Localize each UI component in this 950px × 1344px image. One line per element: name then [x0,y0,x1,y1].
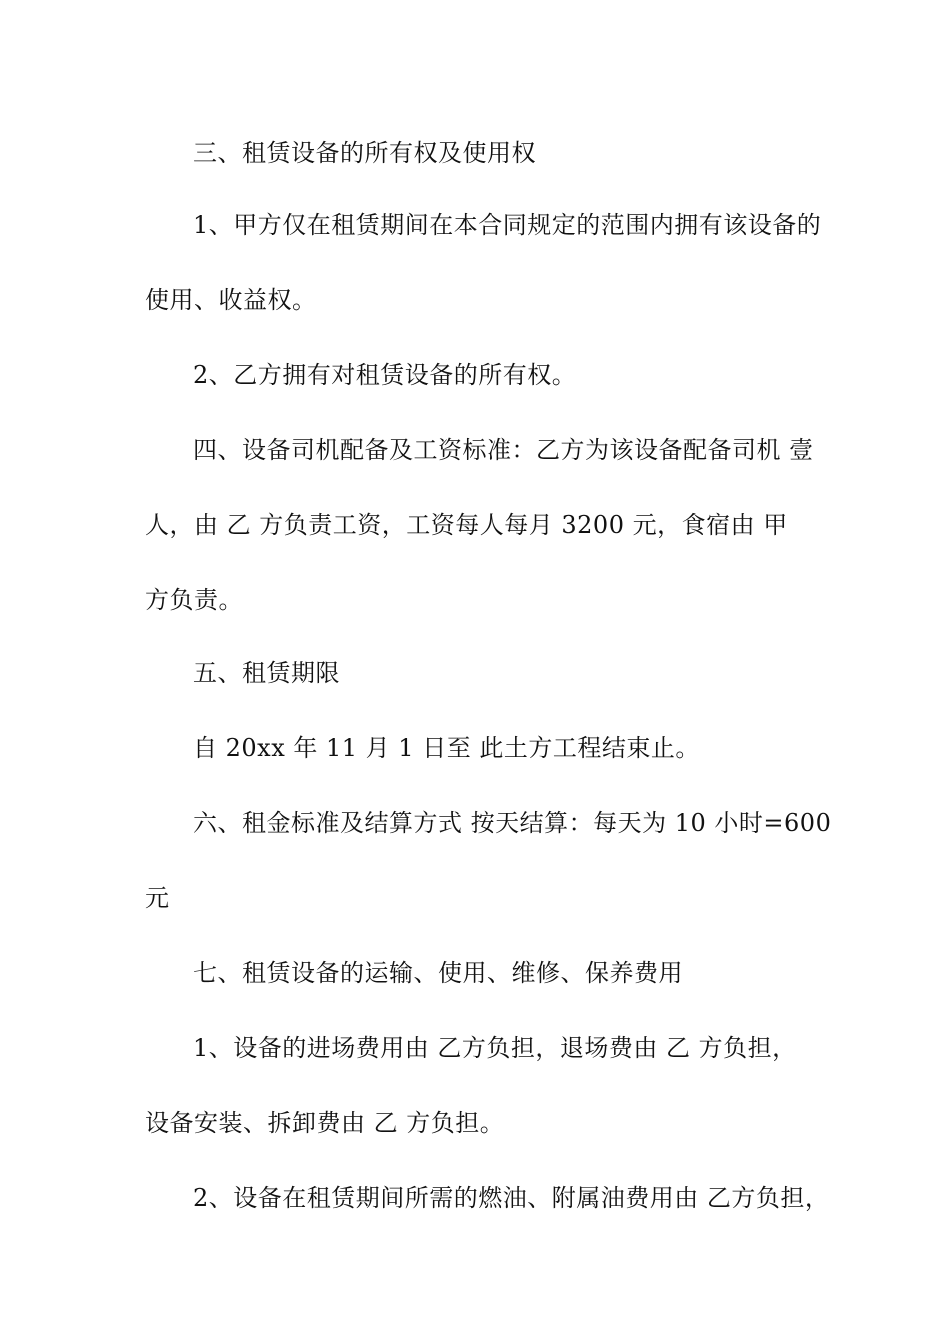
paragraph-line: 1、甲方仅在租赁期间在本合同规定的范围内拥有该设备的 [193,211,822,239]
paragraph-line: 自 20xx 年 11 月 1 日至 此土方工程结束止。 [193,734,700,762]
paragraph-line: 人，由 乙 方负责工资，工资每人每月 3200 元，食宿由 甲 [145,511,788,539]
paragraph-line: 方负责。 [145,586,243,614]
paragraph-line: 2、乙方拥有对租赁设备的所有权。 [193,361,577,389]
paragraph-line: 1、设备的进场费用由 乙方负担，退场费由 乙 方负担， [193,1034,797,1062]
section-heading-term: 五、租赁期限 [193,659,340,687]
paragraph-line: 设备安装、拆卸费由 乙 方负担。 [145,1109,505,1137]
section-heading-rent: 六、租金标准及结算方式 按天结算：每天为 10 小时=600 [193,809,832,837]
section-heading-costs: 七、租赁设备的运输、使用、维修、保养费用 [193,959,683,987]
section-heading-ownership: 三、租赁设备的所有权及使用权 [193,139,536,167]
paragraph-line: 2、设备在租赁期间所需的燃油、附属油费用由 乙方负担， [193,1184,830,1212]
paragraph-line: 使用、收益权。 [145,286,317,314]
paragraph-line: 元 [145,884,170,912]
section-heading-driver: 四、设备司机配备及工资标准：乙方为该设备配备司机 壹 [193,436,814,464]
